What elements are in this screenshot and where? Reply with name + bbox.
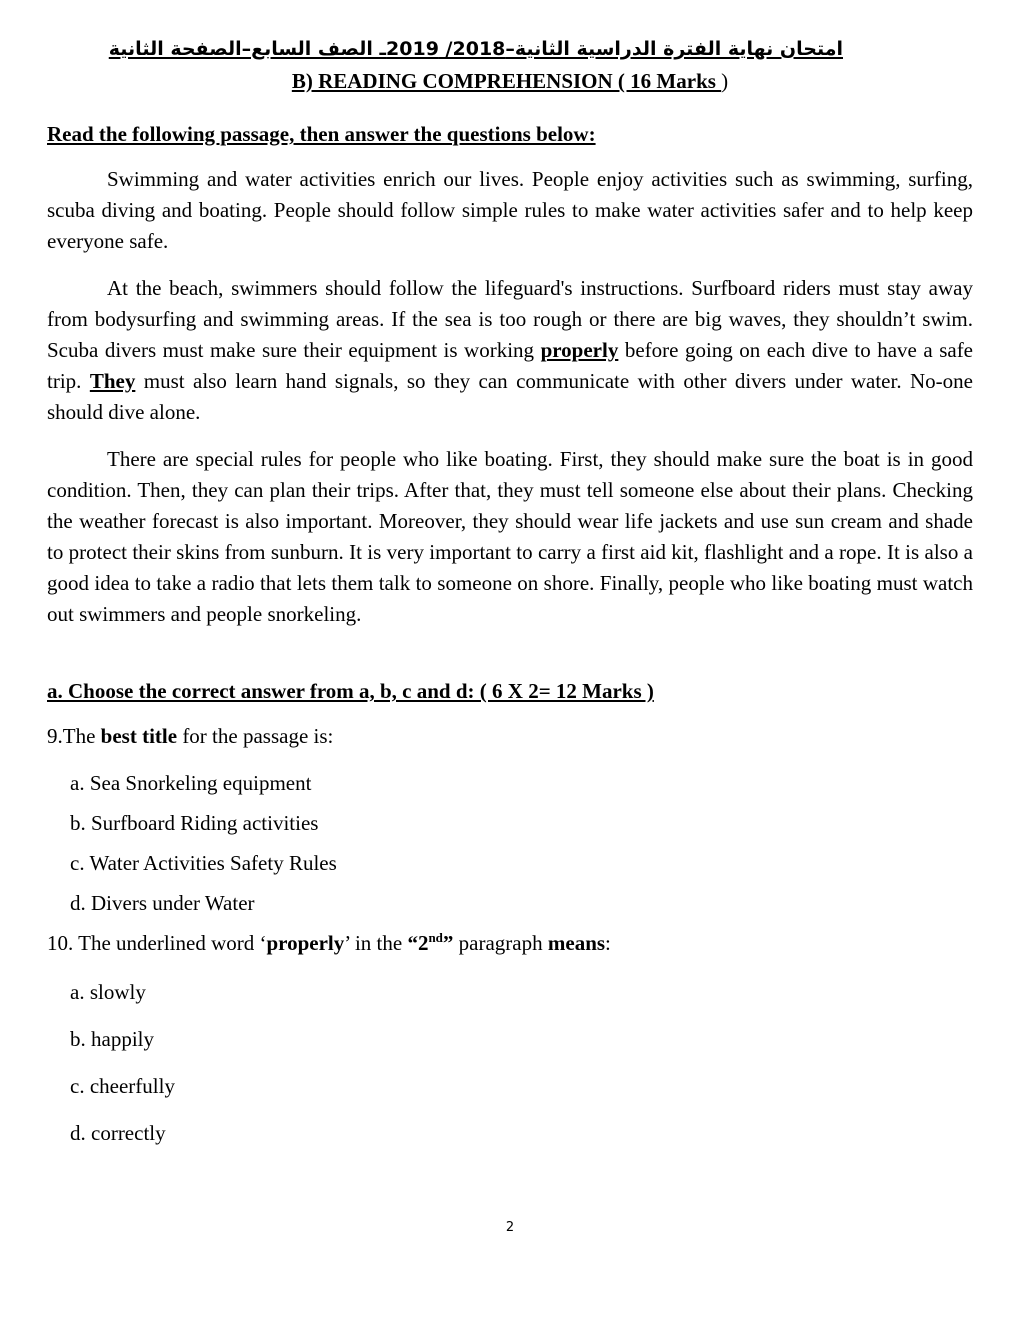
question-10-mid2: paragraph bbox=[453, 931, 548, 955]
underlined-word-they: They bbox=[89, 369, 136, 393]
section-title bbox=[0, 68, 1020, 94]
question-10-ordinal: “2 bbox=[407, 931, 429, 955]
paragraph-2-text: must also learn hand signals, so they can communicate with other divers under water. No-one should dive alone. bbox=[47, 369, 973, 424]
section-a-heading: a. Choose the correct answer from a, b, c and d: ( 6 X 2= 12 Marks ) bbox=[47, 679, 654, 703]
page-number: 2 bbox=[505, 1220, 515, 1235]
paragraph-2-text: At the beach, swimmers should follow the lifeguard's instructions. Surfboard riders must stay away from bodysurfing and swimming areas. If the sea is too rough or there are big waves, they shouldn’t swim. Scuba divers must make sure their equipment is working bbox=[47, 276, 973, 362]
question-9-option-c[interactable]: c. Water Activities Safety Rules bbox=[70, 851, 337, 875]
question-9 bbox=[47, 723, 333, 749]
question-10-option-d[interactable]: d. correctly bbox=[70, 1121, 166, 1145]
question-10-ordinal-suffix: nd bbox=[428, 930, 443, 945]
question-10-option-a[interactable]: a. slowly bbox=[70, 980, 146, 1004]
paragraph-2-text: before going on each dive to have a safe trip. bbox=[47, 338, 974, 393]
question-10-option-b[interactable]: b. happily bbox=[70, 1027, 154, 1051]
question-10-option-c[interactable]: c. cheerfully bbox=[70, 1074, 175, 1098]
question-10-mid: ’ in the bbox=[344, 931, 408, 955]
question-10-prefix: 10. The underlined word ‘ bbox=[47, 931, 267, 955]
question-9-prefix: 9.The bbox=[47, 724, 101, 748]
question-9-suffix: for the passage is: bbox=[177, 724, 334, 748]
passage-paragraph-1: Swimming and water activities enrich our lives. People enjoy activities such as swimming, surfing, scuba diving and boating. People should follow simple rules to make water activities safer and to help keep everyone safe. bbox=[47, 167, 973, 253]
question-9-bold: best title bbox=[100, 724, 178, 748]
question-9-option-a[interactable]: a. Sea Snorkeling equipment bbox=[70, 771, 312, 795]
instruction-heading: Read the following passage, then answer the questions below: bbox=[47, 122, 596, 146]
passage-paragraph-3: There are special rules for people who like boating. First, they should make sure the boat is in good condition. Then, they can plan their trips. After that, they must tell someone else about their plans. Checking the weather forecast is also important. Moreover, they should wear life jackets and use sun cream and shade to protect their skins from sunburn. It is very important to carry a first aid kit, flashlight and a rope. It is also a good idea to take a radio that lets them talk to someone on shore. Finally, people who like boating must watch out swimmers and people snorkeling. bbox=[47, 447, 973, 626]
underlined-word-properly: properly bbox=[540, 338, 619, 362]
question-9-option-b[interactable]: b. Surfboard Riding activities bbox=[70, 811, 319, 835]
arabic-exam-header: امتحان نهاية الفترة الدراسية الثانية–2018/ 2019ـ الصف السابع–الصفحة الثانية bbox=[108, 38, 843, 60]
question-10-bold-word: properly bbox=[266, 931, 345, 955]
question-9-option-d[interactable]: d. Divers under Water bbox=[70, 891, 255, 915]
section-title-text: B) READING COMPREHENSION ( 16 Marks bbox=[291, 69, 722, 93]
question-10-close-quote: ” bbox=[442, 931, 454, 955]
question-10-suffix: : bbox=[605, 931, 611, 955]
passage-paragraph-2 bbox=[47, 273, 973, 428]
section-title-close: ) bbox=[721, 69, 729, 93]
question-10-means: means bbox=[547, 931, 606, 955]
question-10 bbox=[47, 930, 611, 956]
